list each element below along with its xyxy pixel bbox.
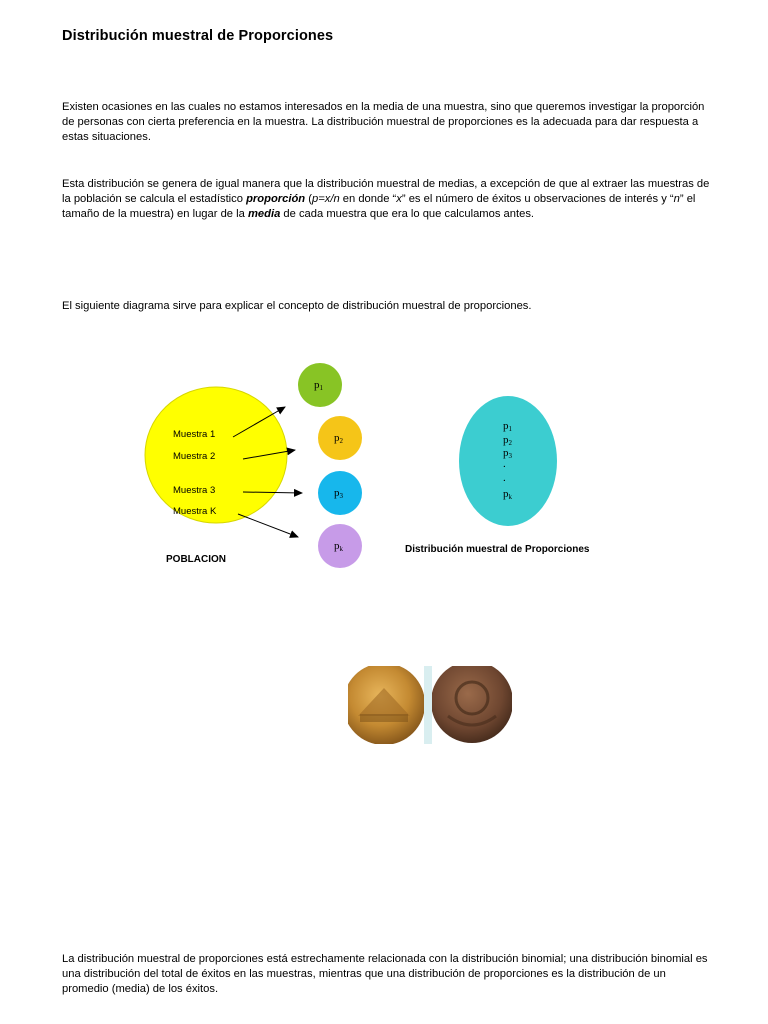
distribution-item: . (503, 472, 506, 484)
sample-label: Muestra 2 (173, 451, 216, 462)
photo-divider (424, 666, 432, 744)
variable-n: n (673, 193, 680, 205)
bold-term-proporcion: proporción (246, 193, 306, 205)
proportion-label-3: p3 (334, 487, 343, 500)
proportion-label-k: pk (334, 540, 343, 553)
sample-label: Muestra 1 (173, 429, 216, 440)
coins-photo (348, 666, 512, 744)
proportion-label-1: p1 (314, 379, 323, 392)
paragraph-diagram-intro: El siguiente diagrama sirve para explicar el concepto de distribución muestral de proporciones. (62, 300, 532, 312)
distribution-ellipse (459, 396, 557, 526)
paragraph-definition (62, 177, 712, 222)
text-segment: ( (305, 193, 312, 205)
coin-relief (360, 714, 408, 722)
text-segment: Esta distribución se genera de igual manera que la distribución muestral de medias, a excepción de que al extraer las muestras de la población se calcula el estadístico (62, 178, 710, 205)
distribution-item: p1 (503, 420, 512, 433)
distribution-item: . (503, 458, 506, 470)
distribution-item: pk (503, 488, 512, 501)
text-segment: en donde “ (339, 193, 397, 205)
paragraph-binomial: La distribución muestral de proporciones está estrechamente relacionada con la distribución binomial; una distribución binomial es una distribución del total de éxitos en las muestras, mientras que una distribución de proporciones es la distribución de un promedio (media) de los éxitos. (62, 953, 708, 995)
sample-label: Muestra 3 (173, 485, 216, 496)
distribution-item: p3 (503, 447, 512, 460)
bold-term-media: media (247, 208, 281, 220)
sample-label: Muestra K (173, 506, 217, 517)
distribution-label: Distribución muestral de Proporciones (405, 544, 590, 555)
proportion-label-2: p2 (334, 432, 343, 445)
text-segment: ” es el número de éxitos u observaciones de interés y “ (401, 193, 674, 205)
arrow (238, 514, 298, 537)
text-segment: ” el tamaño de la muestra) en lugar de la (62, 193, 696, 220)
population-label: POBLACION (166, 554, 226, 565)
sampling-distribution-diagram (130, 355, 650, 585)
variable-x: x (396, 193, 402, 205)
distribution-item: p2 (503, 434, 512, 447)
text-segment: de cada muestra que era lo que calculamos antes. (280, 208, 535, 220)
formula: p=x/n (311, 193, 340, 205)
paragraph-intro: Existen ocasiones en las cuales no estamos interesados en la media de una muestra, sino que queremos investigar la proporción de personas con cierta preferencia en la muestra. La distribución muestral de proporciones es la adecuada para dar respuesta a estas situaciones. (62, 101, 705, 143)
page-title: Distribución muestral de Proporciones (62, 28, 334, 44)
